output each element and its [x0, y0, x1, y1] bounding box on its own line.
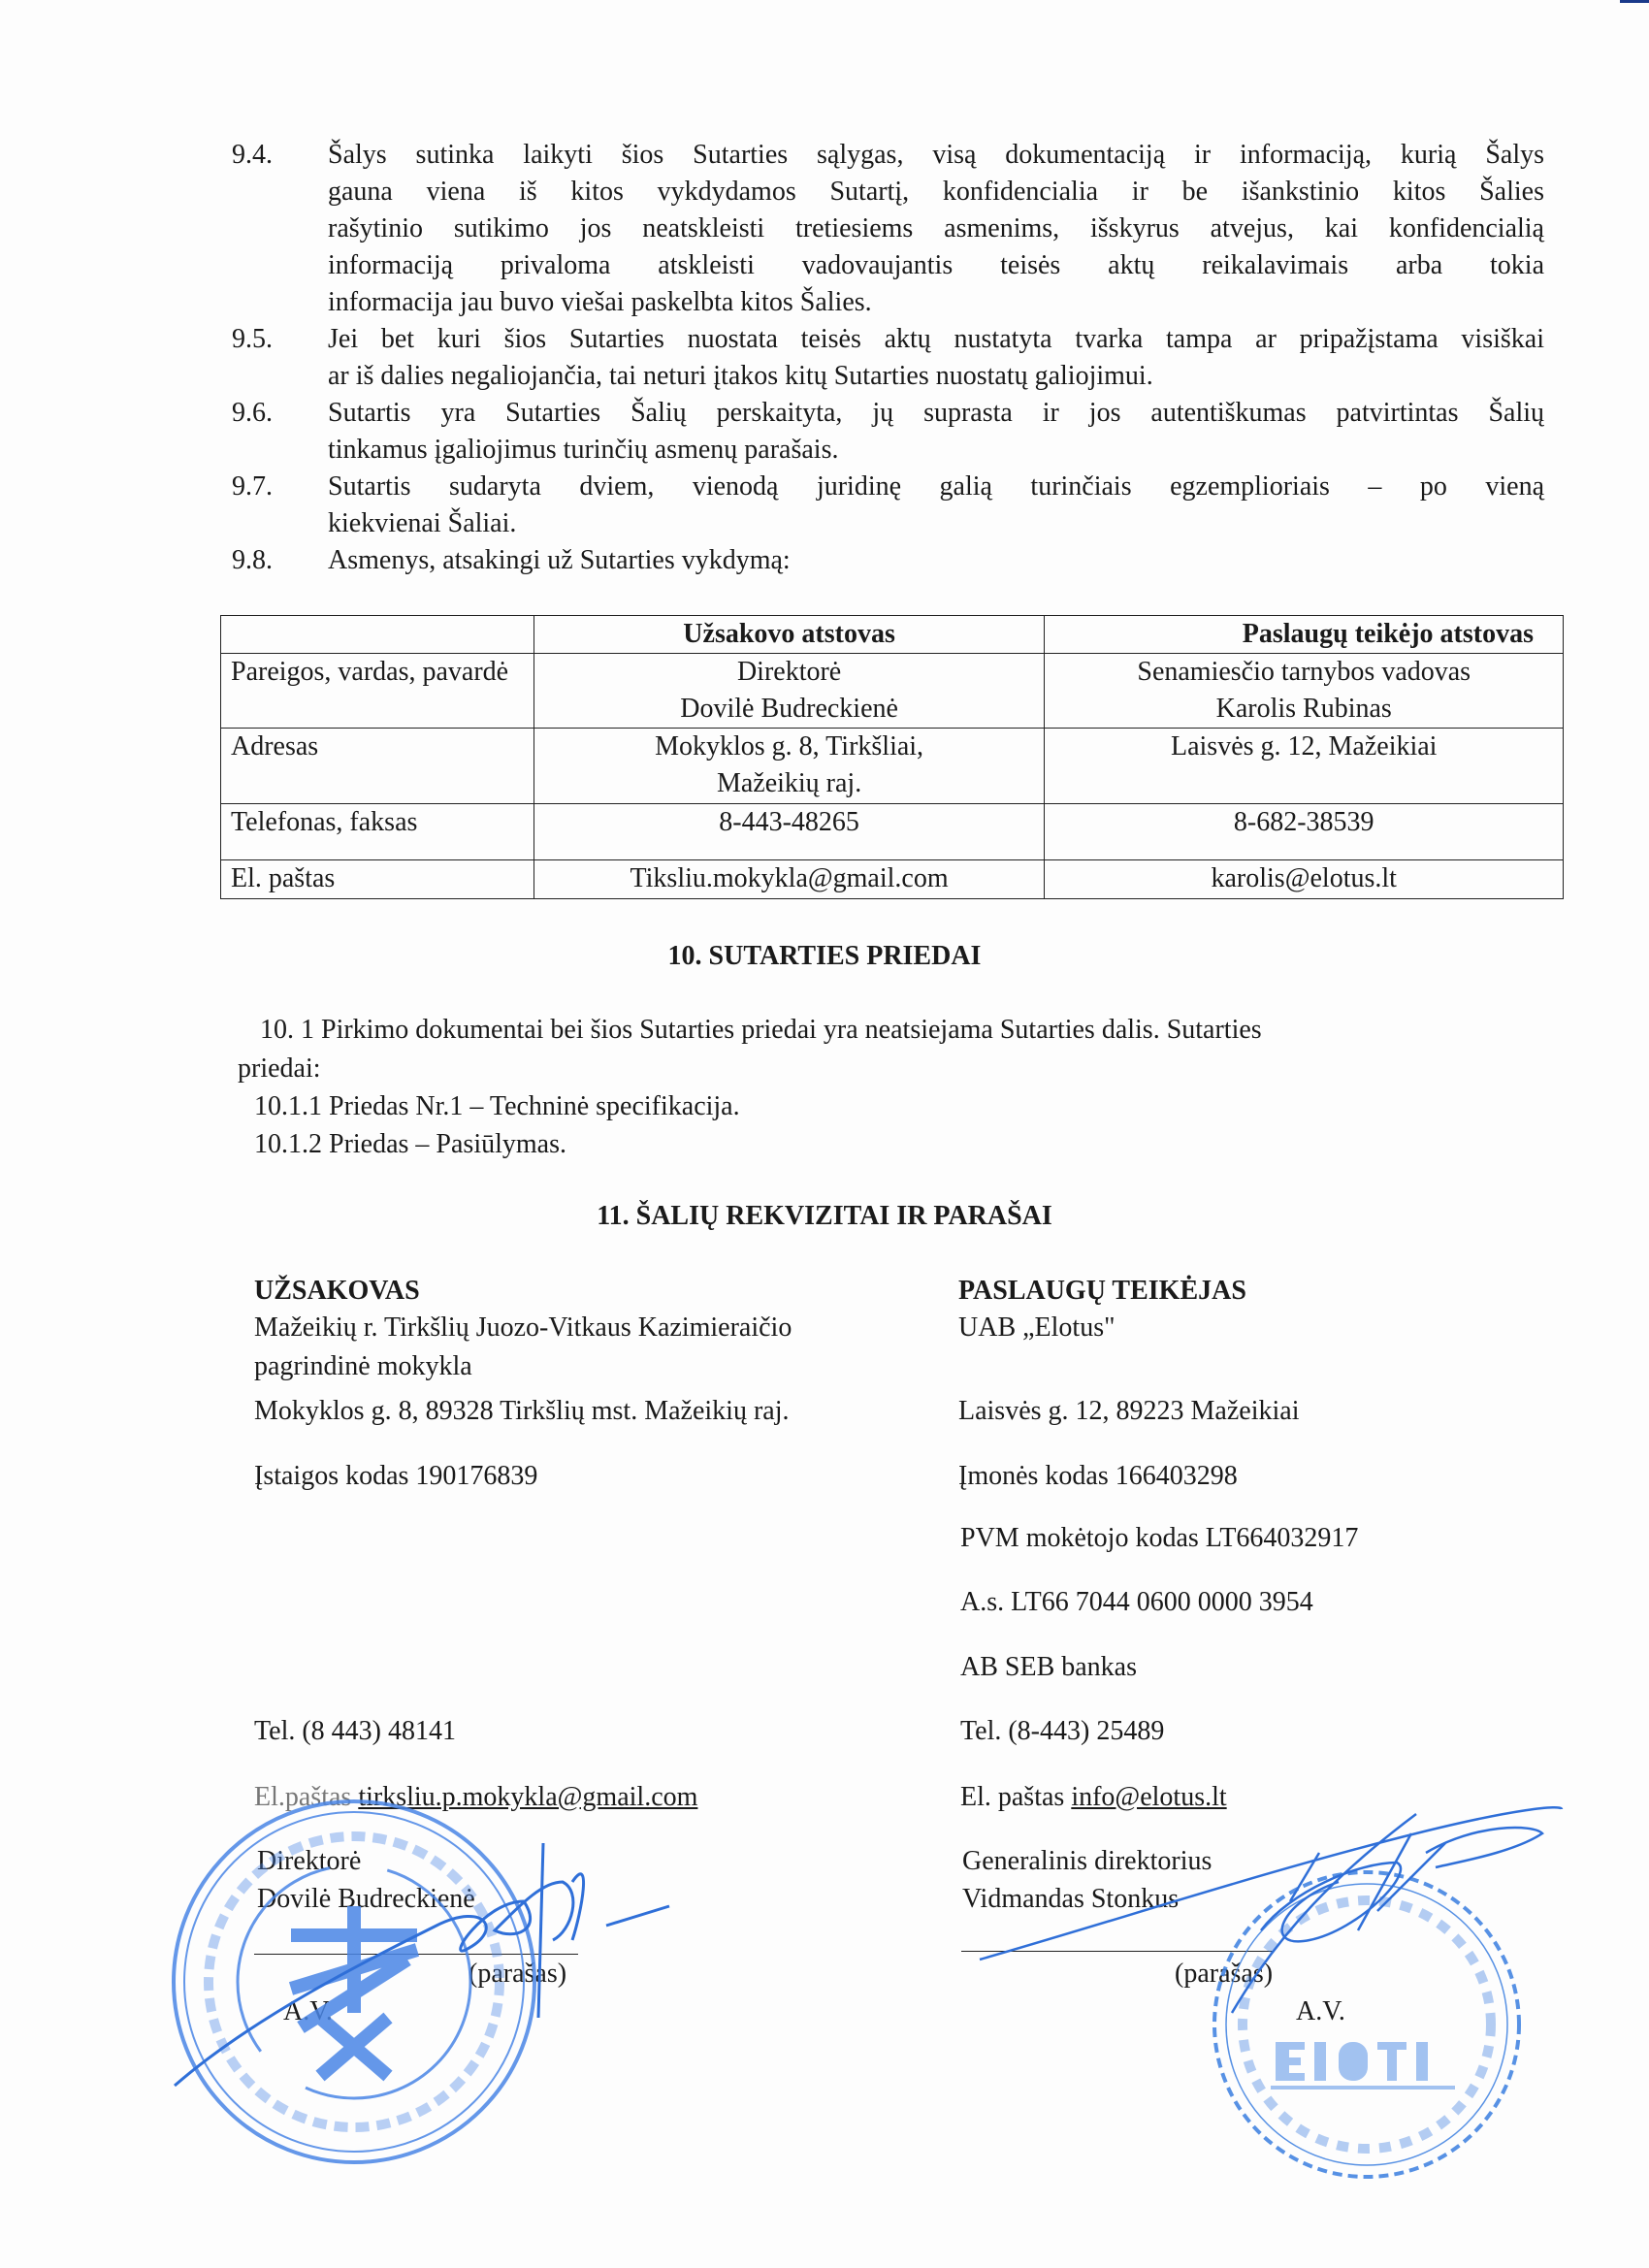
responsible-persons-table [220, 615, 1564, 899]
clause-number: 9.5. [232, 324, 273, 354]
provider-signature-line [961, 1951, 1273, 1952]
provider-rep-cell: Laisvės g. 12, Mažeikiai [1045, 729, 1564, 804]
clause-text-line: gauna viena iš kitos vykdydamos Sutartį, konfidencialia ir be išankstinio kitos Šalies [328, 177, 1544, 207]
customer-signature [175, 1843, 669, 2086]
clause-9-7 [232, 469, 1544, 542]
customer-email-label: El.paštas [254, 1782, 352, 1812]
customer-code: Įstaigos kodas 190176839 [254, 1461, 538, 1491]
company-stamp [1214, 1872, 1519, 2177]
customer-name-line1: Mažeikių r. Tirkšlių Juozo-Vitkaus Kazimieraičio [254, 1312, 792, 1343]
clause-text-line: ar iš dalies negaliojančia, tai neturi įtakos kitų Sutarties nuostatų galiojimui. [328, 361, 1153, 391]
clause-9-5 [232, 321, 1544, 395]
clause-9-8 [232, 542, 1544, 579]
section-11-title: 11. ŠALIŲ REKVIZITAI IR PARAŠAI [597, 1201, 1052, 1231]
customer-person: Dovilė Budreckienė [257, 1884, 475, 1914]
customer-heading: UŽSAKOVAS [254, 1276, 420, 1306]
customer-rep-cell: Direktorė Dovilė Budreckienė [534, 654, 1045, 729]
provider-email-row [960, 1781, 1227, 1814]
provider-stamp-label: A.V. [1296, 1996, 1345, 2026]
clause-text-line: Sutartis yra Sutarties Šalių perskaityta, jų suprasta ir jos autentiškumas patvirtintas Šalių [328, 398, 1544, 428]
provider-email-link[interactable]: info@elotus.lt [1071, 1782, 1227, 1812]
provider-rep-cell: karolis@elotus.lt [1045, 860, 1564, 899]
annex-item-2: 10.1.2 Priedas – Pasiūlymas. [254, 1129, 566, 1159]
clause-text-line: Asmenys, atsakingi už Sutarties vykdymą: [328, 545, 791, 575]
provider-person: Vidmandas Stonkus [962, 1884, 1180, 1914]
customer-name-line2: pagrindinė mokykla [254, 1351, 472, 1381]
customer-signature-line [254, 1954, 578, 1955]
provider-position: Generalinis direktorius [962, 1846, 1212, 1876]
row-label-cell: Telefonas, faksas [221, 804, 534, 860]
customer-email-row [254, 1781, 697, 1814]
provider-bank: AB SEB bankas [960, 1652, 1137, 1682]
clause-9-4 [232, 137, 1544, 321]
provider-phone: Tel. (8-443) 25489 [960, 1716, 1165, 1746]
table-row [221, 729, 1564, 804]
clause-text-line: kiekvienai Šaliai. [328, 508, 517, 538]
table-header-provider: Paslaugų teikėjo atstovas [1045, 616, 1564, 654]
provider-account: A.s. LT66 7044 0600 0000 3954 [960, 1587, 1313, 1617]
clause-text-line: Jei bet kuri šios Sutarties nuostata teisės aktų nustatyta tvarka tampa ar pripažįstama visiškai [328, 324, 1544, 354]
clause-text-line: informacija jau buvo viešai paskelbta kitos Šalies. [328, 287, 872, 317]
scan-edge-mark [1620, 0, 1649, 3]
clause-number: 9.4. [232, 140, 273, 170]
annex-item-1: 10.1.1 Priedas Nr.1 – Techninė specifikacija. [254, 1091, 740, 1121]
clauses-list [232, 137, 1544, 579]
customer-phone: Tel. (8 443) 48141 [254, 1716, 457, 1746]
provider-code: Įmonės kodas 166403298 [958, 1461, 1238, 1491]
provider-signature-label: (parašas) [1175, 1959, 1274, 1989]
section-10-line1: 10. 1 Pirkimo dokumentai bei šios Sutarties priedai yra neatsiejama Sutarties dalis. Sutarties [260, 1015, 1262, 1045]
clause-9-6 [232, 395, 1544, 469]
row-label-cell: Pareigos, vardas, pavardė [221, 654, 534, 729]
table-row [221, 804, 1564, 860]
customer-position: Direktorė [257, 1846, 362, 1876]
clause-number: 9.7. [232, 471, 273, 502]
row-label-cell: Adresas [221, 729, 534, 804]
provider-address: Laisvės g. 12, 89223 Mažeikiai [958, 1396, 1300, 1426]
provider-rep-cell: Senamiesčio tarnybos vadovas Karolis Rubinas [1045, 654, 1564, 729]
provider-heading: PASLAUGŲ TEIKĖJAS [958, 1276, 1246, 1306]
section-10-title: 10. SUTARTIES PRIEDAI [667, 941, 982, 971]
customer-email-link[interactable]: tirksliu.p.mokykla@gmail.com [358, 1782, 698, 1812]
clause-text-line: informaciją privaloma atskleisti vadovaujantis teisės aktų reikalavimais arba tokia [328, 250, 1544, 280]
customer-address: Mokyklos g. 8, 89328 Tirkšlių mst. Mažeikių raj. [254, 1396, 790, 1426]
table-row [221, 654, 1564, 729]
row-label-cell: El. paštas [221, 860, 534, 899]
company-stamp-logo [1271, 2042, 1455, 2090]
table-header-empty [221, 616, 534, 654]
clause-number: 9.8. [232, 545, 273, 575]
section-10-line2: priedai: [238, 1053, 321, 1084]
customer-rep-cell: 8-443-48265 [534, 804, 1045, 860]
clause-text-line: tinkamus įgaliojimus turinčių asmenų parašais. [328, 435, 839, 465]
customer-rep-cell: Tiksliu.mokykla@gmail.com [534, 860, 1045, 899]
provider-rep-cell: 8-682-38539 [1045, 804, 1564, 860]
clause-text-line: rašytinio sutikimo jos neatskleisti tretiesiems asmenims, išskyrus atvejus, kai konfidencialią [328, 213, 1544, 243]
provider-email-label: El. paštas [960, 1782, 1065, 1812]
table-row [221, 860, 1564, 899]
provider-name: UAB „Elotus" [958, 1312, 1116, 1343]
clause-number: 9.6. [232, 398, 273, 428]
clause-text-line: Sutartis sudaryta dviem, vienodą juridinę galią turinčiais egzemplioriais – po vieną [328, 471, 1544, 502]
table-header-row [221, 616, 1564, 654]
provider-vat-code: PVM mokėtojo kodas LT664032917 [960, 1523, 1359, 1553]
customer-stamp-label: A.V. [283, 1996, 333, 2026]
customer-rep-cell: Mokyklos g. 8, Tirkšliai, Mažeikių raj. [534, 729, 1045, 804]
clause-text-line: Šalys sutinka laikyti šios Sutarties sąlygas, visą dokumentaciją ir informaciją, kurią Šalys [328, 140, 1544, 170]
customer-signature-label: (parašas) [469, 1959, 567, 1989]
table-header-customer: Užsakovo atstovas [534, 616, 1045, 654]
